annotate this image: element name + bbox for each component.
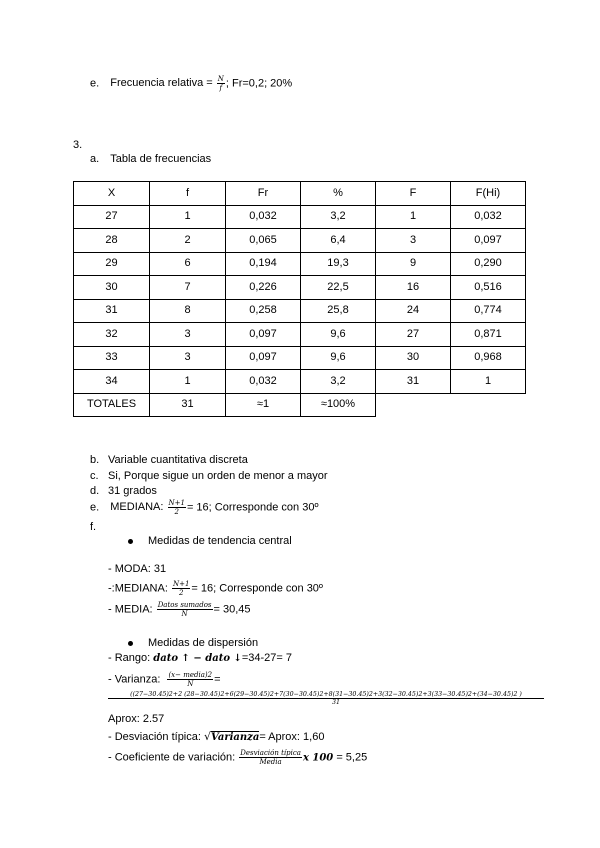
table-cell: 0,194 (226, 252, 301, 276)
coeficiente-line (108, 749, 367, 766)
header-cell: Fr (226, 182, 301, 206)
table-cell: 1 (150, 205, 226, 229)
table-cell: 22,5 (301, 276, 376, 300)
list-marker: f. (90, 521, 97, 533)
rango-label: - Rango: (108, 652, 151, 664)
mediana-label: -:MEDIANA: (108, 582, 168, 595)
item-a (90, 153, 211, 165)
totals-cell: TOTALES (74, 393, 150, 417)
item-f (90, 521, 96, 533)
table-cell: 1 (150, 370, 226, 394)
table-cell: 8 (150, 299, 226, 323)
fraction (217, 75, 225, 92)
fraction-denominator: N (181, 610, 188, 618)
fraction (157, 601, 213, 618)
table-row (74, 346, 526, 370)
table-cell: 0,032 (226, 370, 301, 394)
fraction-numerator: Datos sumados (157, 601, 212, 609)
coeficiente-label: - Coeficiente de variación: (108, 751, 236, 764)
table-cell: 27 (74, 205, 150, 229)
table-cell: 3 (150, 346, 226, 370)
fraction-denominator: N (187, 680, 194, 688)
item-b (90, 454, 248, 466)
sqrt-symbol: √ (204, 730, 212, 743)
item-label: MEDIANA: (110, 501, 164, 514)
header-cell: % (301, 182, 376, 206)
table-cell: 30 (74, 276, 150, 300)
fraction-numerator: Desviación típica (240, 749, 301, 757)
table-cell: 9,6 (301, 346, 376, 370)
item-text: Tabla de frecuencias (110, 153, 212, 165)
coeficiente-expression: x 100 (302, 752, 334, 764)
header-cell: F(Hi) (451, 182, 526, 206)
table-cell: 30 (376, 346, 451, 370)
table-cell: 1 (376, 205, 451, 229)
media-label: - MEDIA: (108, 603, 153, 616)
fraction-denominator: 2 (174, 508, 179, 516)
table-cell: 1 (451, 370, 526, 394)
item-result: = 16; Corresponde con 30º (186, 501, 319, 514)
table-cell: 0,516 (451, 276, 526, 300)
list-marker: a. (90, 153, 100, 165)
totals-cell: ≈100% (301, 393, 376, 417)
long-fraction-denominator: 31 (331, 699, 340, 706)
table-cell: 0,097 (451, 229, 526, 253)
fraction (167, 671, 213, 688)
rango-line (108, 652, 292, 664)
table-row (74, 299, 526, 323)
table-cell: 0,032 (451, 205, 526, 229)
item-c (90, 470, 328, 482)
fraction-numerator: N+1 (168, 499, 185, 507)
media-line (108, 601, 251, 618)
table-cell: 27 (376, 323, 451, 347)
item-text: 31 grados (108, 485, 157, 497)
table-cell: 0,032 (226, 205, 301, 229)
coeficiente-result: = 5,25 (333, 751, 368, 764)
table-cell: 0,226 (226, 276, 301, 300)
empty-cell (451, 393, 526, 417)
table-cell: 19,3 (301, 252, 376, 276)
mediana-result: = 16; Corresponde con 30º (191, 582, 323, 595)
mediana-line (108, 580, 323, 597)
desviacion-label: - Desviación típica: (108, 731, 201, 743)
table-row (74, 323, 526, 347)
item-e-mediana (90, 499, 318, 516)
item-d (90, 485, 157, 497)
varianza-line (108, 671, 221, 688)
item-text: Frecuencia relativa = (110, 77, 213, 90)
header-cell: F (376, 182, 451, 206)
list-marker: c. (90, 470, 99, 482)
totals-cell: 31 (150, 393, 226, 417)
table-cell: 24 (376, 299, 451, 323)
fraction-numerator: (x− media)2 (168, 671, 213, 679)
fraction (172, 580, 190, 597)
fraction-denominator: 2 (178, 589, 184, 597)
table-cell: 33 (74, 346, 150, 370)
varianza-long-fraction (108, 691, 544, 706)
table-cell: 0,065 (226, 229, 301, 253)
rango-expression: dato ↑ − dato ↓ (153, 653, 242, 664)
table-cell: 32 (74, 323, 150, 347)
rango-result: =34-27= 7 (241, 652, 293, 664)
desviacion-line (108, 730, 324, 743)
list-marker: b. (90, 454, 100, 466)
table-cell: 0,968 (451, 346, 526, 370)
header-cell: f (150, 182, 226, 206)
varianza-label: - Varianza: (108, 673, 161, 686)
table-row (74, 252, 526, 276)
list-marker: e. (90, 501, 100, 514)
table-row (74, 370, 526, 394)
table-cell: 29 (74, 252, 150, 276)
item-text: Variable cuantitativa discreta (108, 454, 248, 466)
varianza-equals: = (214, 673, 221, 686)
central-tendency-heading (128, 535, 292, 547)
heading-text: Medidas de dispersión (148, 637, 259, 649)
item-e-relative-frequency (90, 75, 292, 92)
table-header-row (74, 182, 526, 206)
list-marker: e. (90, 77, 100, 90)
table-cell: 16 (376, 276, 451, 300)
table-cell: 0,097 (226, 323, 301, 347)
empty-cell (376, 393, 451, 417)
table-cell: 31 (74, 299, 150, 323)
header-cell: X (74, 182, 150, 206)
table-cell: 3,2 (301, 370, 376, 394)
dispersion-heading (128, 637, 258, 649)
moda-line: - MODA: 31 (108, 563, 167, 575)
desviacion-result: = Aprox: 1,60 (259, 731, 325, 743)
fraction-denominator: f (219, 84, 223, 92)
fraction-numerator: N+1 (172, 580, 190, 588)
table-cell: 0,774 (451, 299, 526, 323)
item-result: ; Fr=0,2; 20% (225, 77, 293, 90)
table-cell: 9 (376, 252, 451, 276)
table-totals-row (74, 393, 526, 417)
table-cell: 0,290 (451, 252, 526, 276)
table-cell: 34 (74, 370, 150, 394)
table-cell: 3 (376, 229, 451, 253)
bullet-icon (128, 539, 133, 544)
table-row (74, 276, 526, 300)
table-row (74, 229, 526, 253)
fraction (239, 749, 302, 766)
section-number: 3. (73, 139, 83, 151)
table-cell: 0,871 (451, 323, 526, 347)
fraction-numerator: N (217, 75, 224, 83)
table-row (74, 205, 526, 229)
table-cell: 0,097 (226, 346, 301, 370)
table-cell: 9,6 (301, 323, 376, 347)
table-cell: 25,8 (301, 299, 376, 323)
table-cell: 6,4 (301, 229, 376, 253)
table-cell: 28 (74, 229, 150, 253)
bullet-icon (128, 641, 133, 646)
media-result: = 30,45 (213, 603, 251, 616)
fraction-denominator: Media (259, 758, 282, 766)
long-fraction-numerator: ((27−30.45)2+2 (28−30.45)2+6(29−30.45)2+7(30−30.45)2+8(31−30.45)2+3(32−30.45)2+3(33−30.45)2+(34−30.45)2 ) (108, 691, 544, 699)
table-cell: 3,2 (301, 205, 376, 229)
desviacion-expression: Varianza (211, 732, 260, 743)
table-cell: 3 (150, 323, 226, 347)
list-marker: d. (90, 485, 100, 497)
table-cell: 31 (376, 370, 451, 394)
item-text: Si, Porque sigue un orden de menor a mayor (108, 470, 328, 482)
table-cell: 0,258 (226, 299, 301, 323)
table-cell: 2 (150, 229, 226, 253)
table-cell: 7 (150, 276, 226, 300)
aprox-line: Aprox: 2.57 (108, 713, 165, 725)
frequency-table (73, 181, 526, 417)
heading-text: Medidas de tendencia central (148, 535, 292, 547)
totals-cell: ≈1 (226, 393, 301, 417)
table-cell: 6 (150, 252, 226, 276)
fraction (168, 499, 186, 516)
